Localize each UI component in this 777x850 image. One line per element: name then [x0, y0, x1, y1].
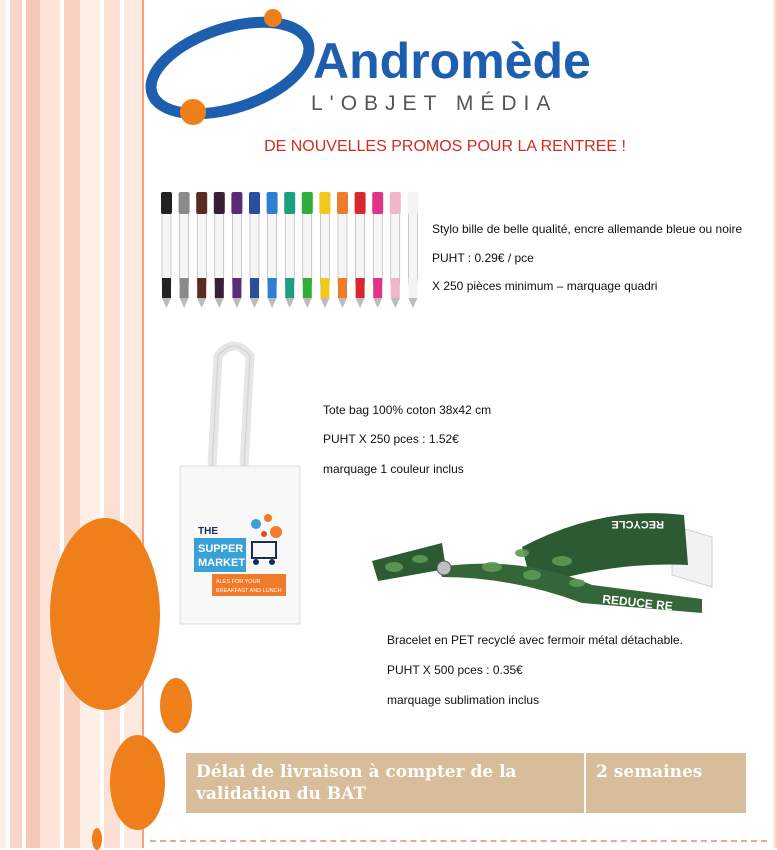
bracelet-image	[372, 505, 718, 613]
pen-tip	[408, 298, 417, 308]
pen-tip	[268, 298, 277, 308]
pen-clip	[179, 192, 190, 214]
pen-tip	[373, 298, 382, 308]
bracelet-print-recycle: RECYCLE	[611, 518, 664, 530]
pen-line-2: PUHT : 0.29€ / pce	[432, 251, 534, 265]
pen-clip	[302, 192, 313, 214]
delivery-value: 2 semaines	[585, 753, 746, 813]
bag-print-market: MARKET	[198, 557, 246, 569]
pen-clip	[407, 192, 418, 214]
pen-grip	[373, 278, 382, 298]
pen-tip	[215, 298, 224, 308]
pens-image	[158, 190, 424, 310]
right-border	[772, 0, 777, 848]
orange-circle-small	[160, 678, 192, 733]
bracelet-line-2: PUHT X 500 pces : 0.35€	[387, 663, 523, 677]
pen-clip	[231, 192, 242, 214]
tote-line-2: PUHT X 250 pces : 1.52€	[323, 432, 459, 446]
pen-clip	[249, 192, 260, 214]
pen-tip	[250, 298, 259, 308]
brand-tagline: L'OBJET MÉDIA	[311, 92, 558, 115]
pen-tip	[356, 298, 365, 308]
pen-line-1: Stylo bille de belle qualité, encre allemande bleue ou noire	[432, 222, 743, 236]
pen-grip	[215, 278, 224, 298]
pen-tip	[232, 298, 241, 308]
pen-grip	[232, 278, 241, 298]
pen-grip	[180, 278, 189, 298]
pen-clip	[161, 192, 172, 214]
bracelet-line-3: marquage sublimation inclus	[387, 693, 540, 707]
pen-clip	[390, 192, 401, 214]
pen-tip	[320, 298, 329, 308]
pen-clip	[372, 192, 383, 214]
pen-tip	[162, 298, 171, 308]
bag-print-the: THE	[198, 526, 218, 537]
orange-circle-large	[50, 518, 160, 710]
pen-tip	[391, 298, 400, 308]
pen-clip	[214, 192, 225, 214]
tote-line-1: Tote bag 100% coton 38x42 cm	[323, 403, 492, 417]
orange-circle-tiny	[92, 828, 102, 850]
bag-print-supper: SUPPER	[198, 543, 244, 555]
pen-grip	[285, 278, 294, 298]
pen-grip	[408, 278, 417, 298]
pen-grip	[391, 278, 400, 298]
pen-grip	[162, 278, 171, 298]
pen-tip	[303, 298, 312, 308]
delivery-label: Délai de livraison à compter de la validation du BAT	[186, 753, 585, 813]
pen-grip	[303, 278, 312, 298]
pen-clip	[267, 192, 278, 214]
decorative-stripes	[0, 0, 150, 848]
bracelet-line-1: Bracelet en PET recyclé avec fermoir métal détachable.	[387, 633, 683, 647]
pen-tip	[197, 298, 206, 308]
pen-clip	[196, 192, 207, 214]
pen-grip	[197, 278, 206, 298]
pen-grip	[250, 278, 259, 298]
delivery-table	[186, 753, 746, 813]
pen-grip	[320, 278, 329, 298]
pen-tip	[285, 298, 294, 308]
bracelet-print-reduce: REDUCE RE	[601, 592, 674, 613]
bag-print-tag-2: BREAKFAST AND LUNCH	[216, 588, 282, 594]
pen-grip	[356, 278, 365, 298]
brand-name: Andromède	[313, 33, 591, 89]
promo-headline: DE NOUVELLES PROMOS POUR LA RENTREE !	[264, 138, 626, 155]
bottom-dashed-line	[150, 840, 767, 842]
pen-line-3: X 250 pièces minimum – marquage quadri	[432, 279, 658, 293]
bag-print-tag-1: ALES FOR YOUR	[216, 579, 261, 585]
orange-circle-medium	[110, 735, 165, 830]
pen-tip	[338, 298, 347, 308]
pen-clip	[355, 192, 366, 214]
pen-tip	[180, 298, 189, 308]
pen-clip	[319, 192, 330, 214]
pen-clip	[337, 192, 348, 214]
andromede-logo	[145, 6, 605, 131]
tote-bag-image	[176, 336, 304, 628]
tote-line-3: marquage 1 couleur inclus	[323, 462, 464, 476]
pen-grip	[268, 278, 277, 298]
pen-grip	[338, 278, 347, 298]
pen-clip	[284, 192, 295, 214]
